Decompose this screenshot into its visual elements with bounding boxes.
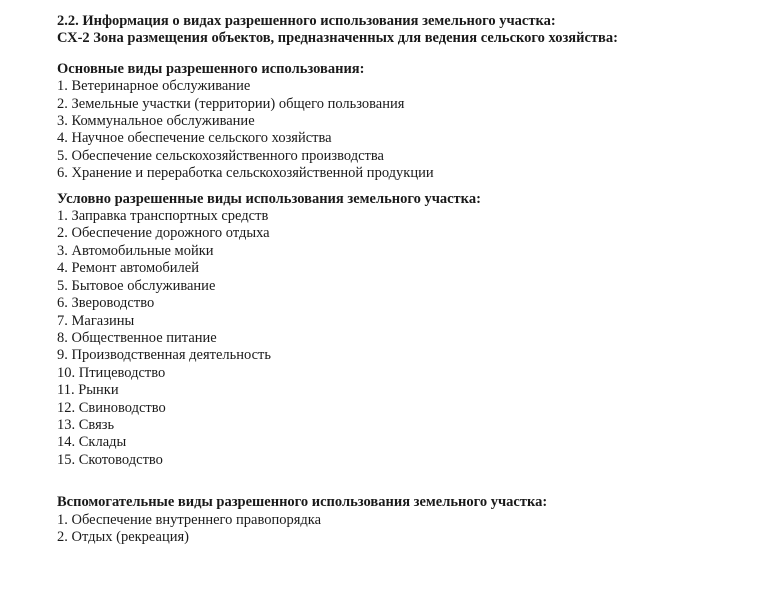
section-main-uses [57,61,757,183]
list-item: 9. Производственная деятельность [57,347,271,364]
list-item: 15. Скотоводство [57,451,163,468]
list-item: 1. Ветеринарное обслуживание [57,78,251,95]
list-item: 12. Свиноводство [57,399,166,416]
section-heading: Вспомогательные виды разрешенного использования земельного участка: [57,494,548,511]
auxiliary-uses-list [57,512,757,547]
list-item: 2. Отдых (рекреация) [57,528,189,545]
section-heading: Основные виды разрешенного использования: [57,60,365,77]
list-item: 13. Связь [57,416,115,433]
list-item: 6. Звероводство [57,295,155,312]
conditional-uses-list [57,208,757,469]
document-title-line-2: СХ-2 Зона размещения объектов, предназначенных для ведения сельского хозяйства: [57,30,618,47]
main-uses-list [57,78,757,182]
list-item: 1. Обеспечение внутреннего правопорядка [57,511,322,528]
list-item: 3. Коммунальное обслуживание [57,113,255,130]
list-item: 2. Земельные участки (территории) общего пользования [57,95,405,112]
list-item: 8. Общественное питание [57,329,217,346]
list-item: 2. Обеспечение дорожного отдыха [57,225,270,242]
list-item: 3. Автомобильные мойки [57,242,214,259]
list-item: 1. Заправка транспортных средств [57,208,269,225]
list-item: 5. Бытовое обслуживание [57,277,216,294]
section-conditional-uses [57,191,757,470]
document-title-line-1: 2.2. Информация о видах разрешенного использования земельного участка: [57,13,556,29]
list-item: 10. Птицеводство [57,364,166,381]
list-item: 5. Обеспечение сельскохозяйственного производства [57,147,384,164]
list-item: 14. Склады [57,434,127,451]
list-item: 4. Научное обеспечение сельского хозяйства [57,130,332,147]
document [57,13,757,546]
list-item: 11. Рынки [57,382,119,399]
list-item: 6. Хранение и переработка сельскохозяйственной продукции [57,165,434,182]
list-item: 4. Ремонт автомобилей [57,260,199,277]
section-auxiliary-uses [57,494,757,546]
section-heading: Условно разрешенные виды использования земельного участка: [57,190,481,207]
list-item: 7. Магазины [57,312,135,329]
